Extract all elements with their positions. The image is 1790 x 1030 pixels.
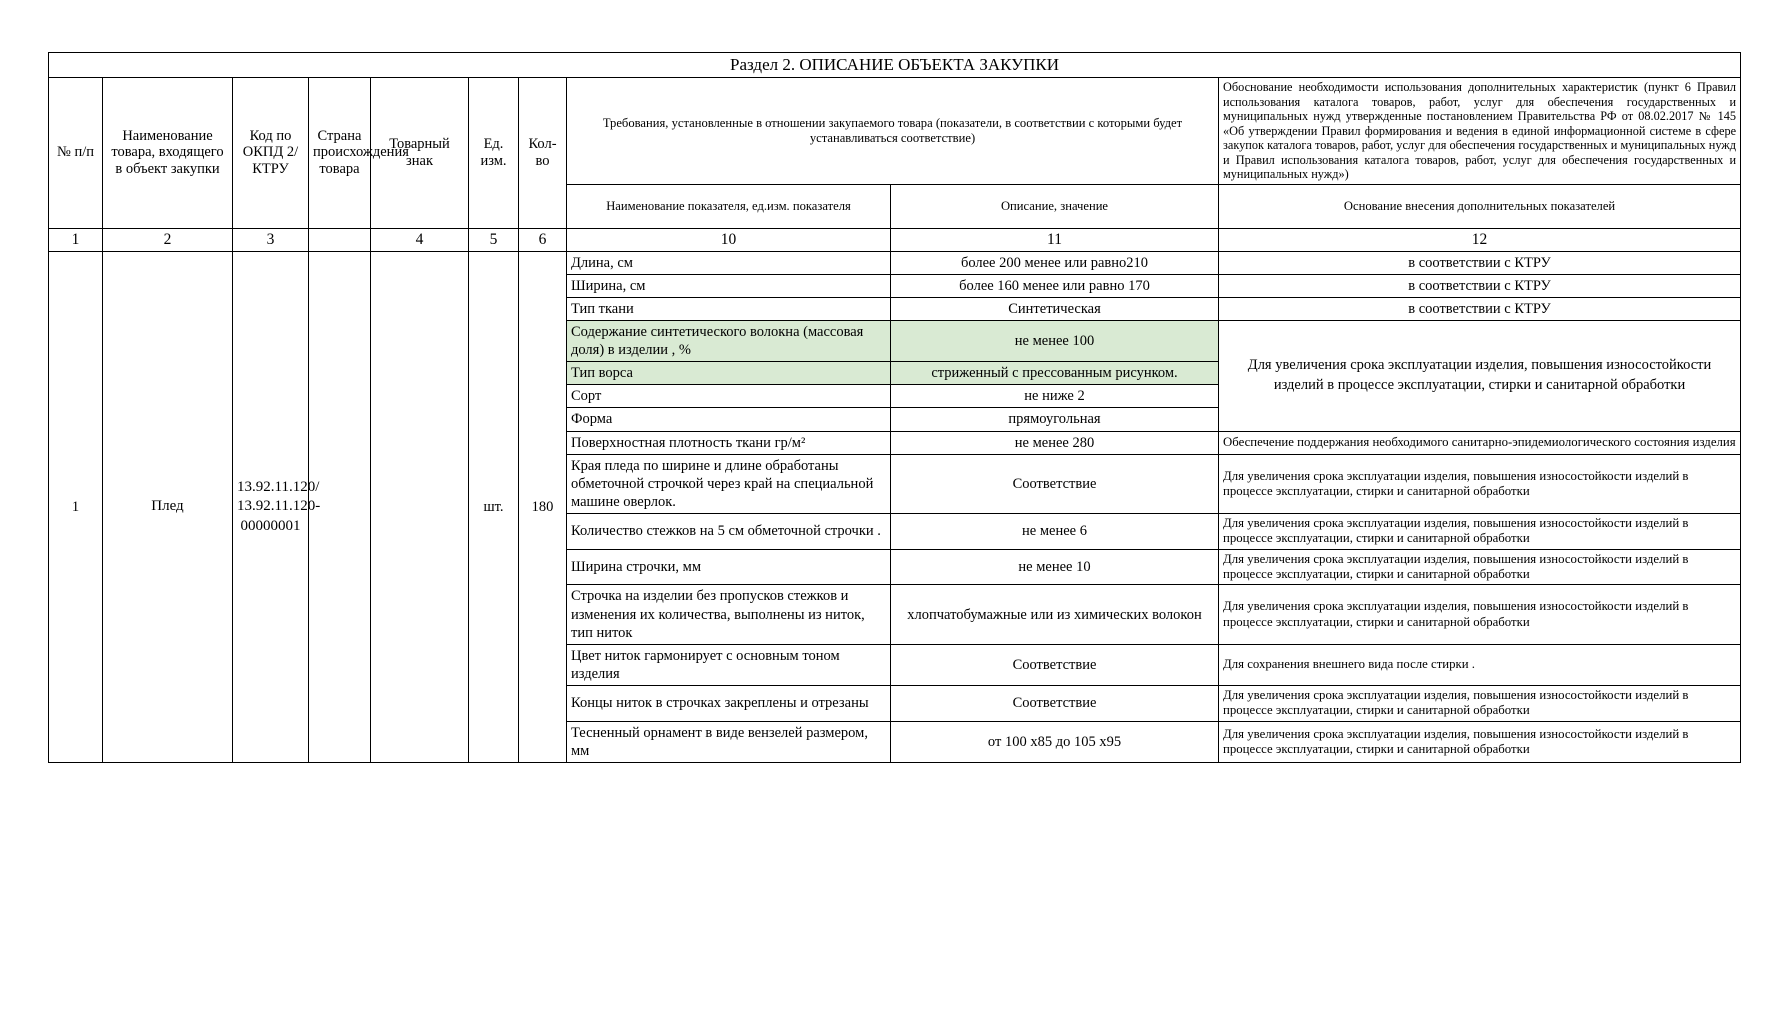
indicator-name: Ширина строчки, мм	[567, 549, 891, 585]
colnum-2: 2	[103, 228, 233, 251]
indicator-name: Строчка на изделии без пропусков стежков и изменения их количества, выполнены из ниток, тип ниток	[567, 585, 891, 644]
indicator-value: не ниже 2	[891, 385, 1219, 408]
header-col-name: Наименование товара, входящего в объект закупки	[103, 78, 233, 229]
document-title: Раздел 2. ОПИСАНИЕ ОБЪЕКТА ЗАКУПКИ	[49, 53, 1741, 78]
header-col-qty: Кол-во	[519, 78, 567, 229]
colnum-1: 1	[49, 228, 103, 251]
indicator-name: Форма	[567, 408, 891, 431]
colnum-4: 4	[371, 228, 469, 251]
indicator-name: Поверхностная плотность ткани гр/м²	[567, 431, 891, 454]
justification-wear: Для увеличения срока эксплуатации изделия, повышения износостойкости изделий в процессе эксплуатации, стирки и санитарной обработки	[1219, 686, 1741, 722]
indicator-name: Сорт	[567, 385, 891, 408]
indicator-value: более 200 менее или равно210	[891, 251, 1219, 274]
indicator-value: не менее 280	[891, 431, 1219, 454]
item-unit: шт.	[469, 251, 519, 762]
indicator-name: Количество стежков на 5 см обметочной строчки .	[567, 514, 891, 550]
procurement-description-table	[48, 52, 1741, 763]
indicator-value: Соответствие	[891, 454, 1219, 513]
indicator-value: Синтетическая	[891, 297, 1219, 320]
colnum-5: 5	[469, 228, 519, 251]
indicator-value: Соответствие	[891, 686, 1219, 722]
column-numbers-row	[49, 228, 1741, 251]
indicator-value: прямоугольная	[891, 408, 1219, 431]
justification-wear: Для увеличения срока эксплуатации изделия, повышения износостойкости изделий в процессе эксплуатации, стирки и санитарной обработки	[1219, 721, 1741, 762]
item-name: Плед	[103, 251, 233, 762]
colnum-3: 3	[233, 228, 309, 251]
header-col-unit: Ед. изм.	[469, 78, 519, 229]
indicator-name: Края пледа по ширине и длине обработаны обметочной строчкой через край на специальной машине оверлок.	[567, 454, 891, 513]
indicator-name: Тип ткани	[567, 297, 891, 320]
header-col-num: № п/п	[49, 78, 103, 229]
justification-wear-group: Для увеличения срока эксплуатации изделия, повышения износостойкости изделий в процессе эксплуатации, стирки и санитарной обработки	[1219, 320, 1741, 431]
colnum-blank	[309, 228, 371, 251]
indicator-name: Тип ворса	[567, 362, 891, 385]
indicator-value: не менее 100	[891, 320, 1219, 361]
indicator-value: Соответствие	[891, 644, 1219, 685]
title-row	[49, 53, 1741, 78]
indicator-name: Цвет ниток гармонирует с основным тоном изделия	[567, 644, 891, 685]
header-col-justification: Обоснование необходимости использования дополнительных характеристик (пункт 6 Правил использования каталога товаров, работ, услуг для обеспечения государственных и муниципальных нужд утвержденные постановлением Правительства РФ от 08.02.2017 № 145 «Об утверждении Правил формирования и ведения в единой информационной системе в сфере закупок каталога товаров, работ, услуг для обеспечения государственных и муниципальных нужд и Правил использования каталога товаров, работ, услуг для обеспечения государственных и муниципальных нужд»)	[1219, 78, 1741, 185]
indicator-name: Тесненный орнамент в виде вензелей размером, мм	[567, 721, 891, 762]
header-col-trademark: Товарный знак	[371, 78, 469, 229]
justification-ktru: в соответствии с КТРУ	[1219, 274, 1741, 297]
indicator-value: хлопчатобумажные или из химических волокон	[891, 585, 1219, 644]
indicator-value: стриженный с прессованным рисунком.	[891, 362, 1219, 385]
justification-wear: Для увеличения срока эксплуатации изделия, повышения износостойкости изделий в процессе эксплуатации, стирки и санитарной обработки	[1219, 585, 1741, 644]
indicator-value: от 100 х85 до 105 х95	[891, 721, 1219, 762]
justification-appearance: Для сохранения внешнего вида после стирки .	[1219, 644, 1741, 685]
justification-sanitary: Обеспечение поддержания необходимого санитарно-эпидемиологического состояния изделия	[1219, 431, 1741, 454]
colnum-6: 6	[519, 228, 567, 251]
justification-wear: Для увеличения срока эксплуатации изделия, повышения износостойкости изделий в процессе эксплуатации, стирки и санитарной обработки	[1219, 549, 1741, 585]
indicator-value: более 160 менее или равно 170	[891, 274, 1219, 297]
indicator-value: не менее 6	[891, 514, 1219, 550]
header-col-justification-sub: Основание внесения дополнительных показателей	[1219, 184, 1741, 228]
colnum-11: 11	[891, 228, 1219, 251]
indicator-name: Содержание синтетического волокна (массовая доля) в изделии , %	[567, 320, 891, 361]
colnum-12: 12	[1219, 228, 1741, 251]
item-qty: 180	[519, 251, 567, 762]
justification-ktru: в соответствии с КТРУ	[1219, 297, 1741, 320]
indicator-name: Концы ниток в строчках закреплены и отрезаны	[567, 686, 891, 722]
indicator-name: Ширина, см	[567, 274, 891, 297]
header-row-main	[49, 78, 1741, 185]
header-col-indicator-name: Наименование показателя, ед.изм. показателя	[567, 184, 891, 228]
header-col-requirements: Требования, установленные в отношении закупаемого товара (показатели, в соответствии с которыми будет устанавливаться соответствие)	[567, 78, 1219, 185]
justification-wear: Для увеличения срока эксплуатации изделия, повышения износостойкости изделий в процессе эксплуатации, стирки и санитарной обработки	[1219, 454, 1741, 513]
colnum-10: 10	[567, 228, 891, 251]
item-number: 1	[49, 251, 103, 762]
item-okpd-code: 13.92.11.120/ 13.92.11.120-00000001	[233, 251, 309, 762]
header-col-country: Страна происхождения товара	[309, 78, 371, 229]
header-col-code: Код по ОКПД 2/ КТРУ	[233, 78, 309, 229]
indicator-value: не менее 10	[891, 549, 1219, 585]
item-trademark	[371, 251, 469, 762]
indicator-name: Длина, см	[567, 251, 891, 274]
table-row	[49, 251, 1741, 274]
justification-ktru: в соответствии с КТРУ	[1219, 251, 1741, 274]
header-col-indicator-value: Описание, значение	[891, 184, 1219, 228]
justification-wear: Для увеличения срока эксплуатации изделия, повышения износостойкости изделий в процессе эксплуатации, стирки и санитарной обработки	[1219, 514, 1741, 550]
